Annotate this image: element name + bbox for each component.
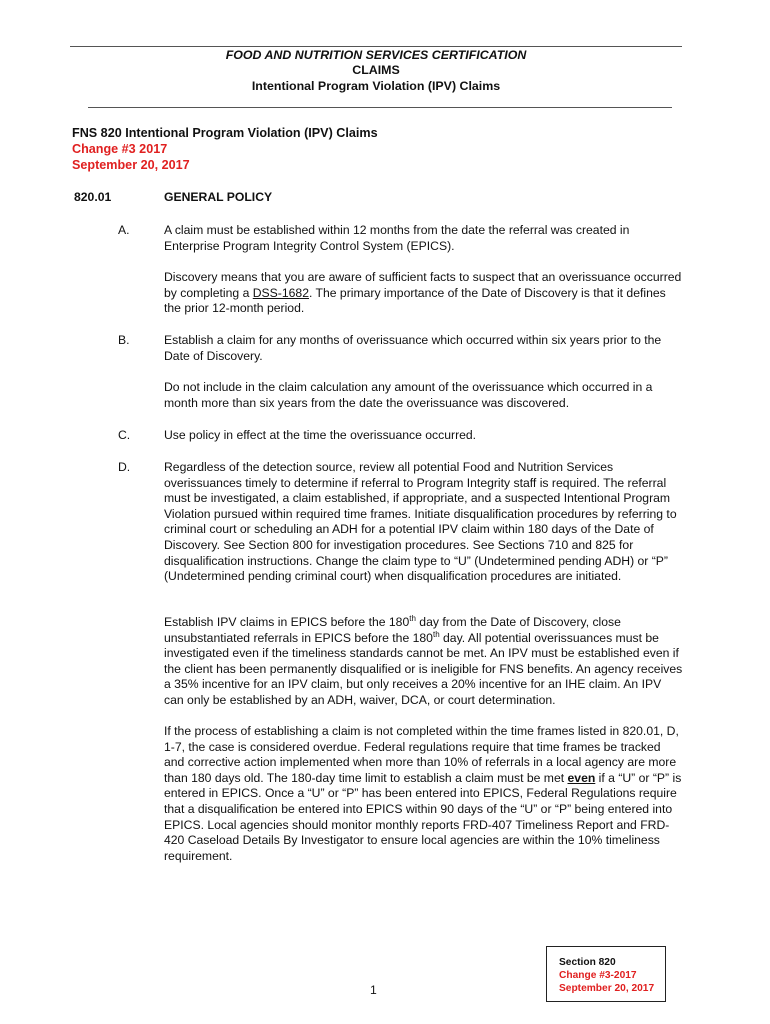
item-a-letter: A. (118, 223, 130, 237)
item-c-text-1: Use policy in effect at the time the overissuance occurred. (164, 428, 477, 442)
ordinal-suffix: th (432, 629, 440, 639)
item-d-paragraph-2 (164, 615, 684, 709)
item-b-text-1: Establish a claim for any months of overissuance which occurred within six years prior to the Date of Discovery. (164, 333, 662, 363)
header-subtitle: Intentional Program Violation (IPV) Claims (251, 79, 501, 93)
header-rule-bottom (88, 107, 672, 108)
item-d-paragraph-3 (164, 724, 684, 864)
section-number: 820.01 (74, 190, 112, 204)
header-program: FOOD AND NUTRITION SERVICES CERTIFICATION (225, 48, 527, 62)
item-b-letter: B. (118, 333, 130, 347)
item-a-paragraph-2 (164, 270, 684, 317)
emphasis-even: even (567, 770, 596, 785)
item-d-text-3-end: if a “U” or “P” is entered in EPICS. Once a “U” or “P” has been entered into EPICS, Federal Regulations require that a disqualification be entered into EPICS within 90 days of the “U” or “P” being entered into EPICS. Local agencies should monitor monthly reports FRD-407 Timeliness Report and FRD-420 Caseload Details By Investigator to ensure local agencies are within the 10% timeliness requirement. (164, 770, 682, 863)
section-title: GENERAL POLICY (164, 190, 273, 204)
dss-1682-link[interactable]: DSS-1682 (252, 285, 309, 300)
item-d-text-3 (164, 724, 684, 864)
item-d-text-2-b: day from the Date of Discovery, close unsubstantiated referrals in EPICS before the 180 (164, 615, 621, 645)
footer-revision-box (546, 946, 666, 1002)
doc-date: September 20, 2017 (72, 158, 190, 172)
item-a-text-2 (164, 270, 684, 317)
item-d-letter: D. (118, 460, 131, 474)
item-d-text-1: Regardless of the detection source, review all potential Food and Nutrition Services overissuances timely to determine if referral to Program Integrity staff is required. The referral must be investigated, a claim established, if appropriate, and a suspected Intentional Program Violation pursued within required time frames. Initiate disqualification procedures by referring to criminal court or scheduling an ADH for a potential IPV claim within 180 days of the Date of Discovery. See Section 800 for investigation procedures. See Sections 710 and 825 for disqualification instructions. Change the claim type to “U” (Undetermined pending ADH) or “P” (Undetermined pending criminal court) when disqualification procedures are initiated. (164, 460, 677, 584)
item-b-paragraph-2 (164, 380, 684, 411)
item-c-paragraph-1 (164, 428, 684, 444)
item-a-text-1: A claim must be established within 12 months from the date the referral was created in Enterprise Program Integrity Control System (EPICS). (164, 223, 630, 253)
item-d-text-2-c: day. All potential overissuances must be investigated even if the timeliness standards cannot be met. An IPV must be established even if the client has been permanently disqualified or is ineligible for FNS benefits. An agency receives a 35% incentive for an IPV claim, but only receives a 20% incentive for an IHE claim. An IPV can only be established by an ADH, waiver, DCA, or court determination. (164, 630, 683, 707)
ordinal-suffix: th (409, 614, 416, 623)
item-d-text-3-start: If the process of establishing a claim is not completed within the time frames listed in 820.01, D, 1-7, the case is considered overdue. Federal regulations require that time frames be tracked and corrective action implemented when more than 10% of referrals in a local agency are more than 180 days old. The 180-day time limit to establish a claim must be met (164, 724, 679, 785)
item-b-paragraph-1 (164, 333, 684, 364)
item-a-text-2-start: Discovery means that you are aware of sufficient facts to suspect that an overissuance occurred by completing a (164, 270, 682, 300)
header-rule-top (70, 46, 682, 47)
footer-change: Change #3-2017 (559, 970, 637, 981)
item-a-paragraph-1 (164, 223, 684, 254)
doc-title: FNS 820 Intentional Program Violation (IPV) Claims (72, 126, 378, 140)
item-c-letter: C. (118, 428, 131, 442)
header-claims: CLAIMS (352, 63, 400, 77)
item-b-text-2: Do not include in the claim calculation any amount of the overissuance which occurred in a month more than six years from the date the overissuance was discovered. (164, 380, 653, 410)
footer-section: Section 820 (559, 957, 616, 968)
item-d-paragraph-1 (164, 460, 684, 585)
item-a-text-2-end: . The primary importance of the Date of Discovery is that it defines the prior 12-month period. (164, 285, 666, 316)
item-d-text-2-a: Establish IPV claims in EPICS before the 180 (164, 615, 410, 629)
page-number: 1 (370, 983, 377, 997)
footer-date: September 20, 2017 (559, 983, 655, 994)
item-d-text-2 (164, 615, 684, 709)
doc-change: Change #3 2017 (72, 142, 168, 156)
